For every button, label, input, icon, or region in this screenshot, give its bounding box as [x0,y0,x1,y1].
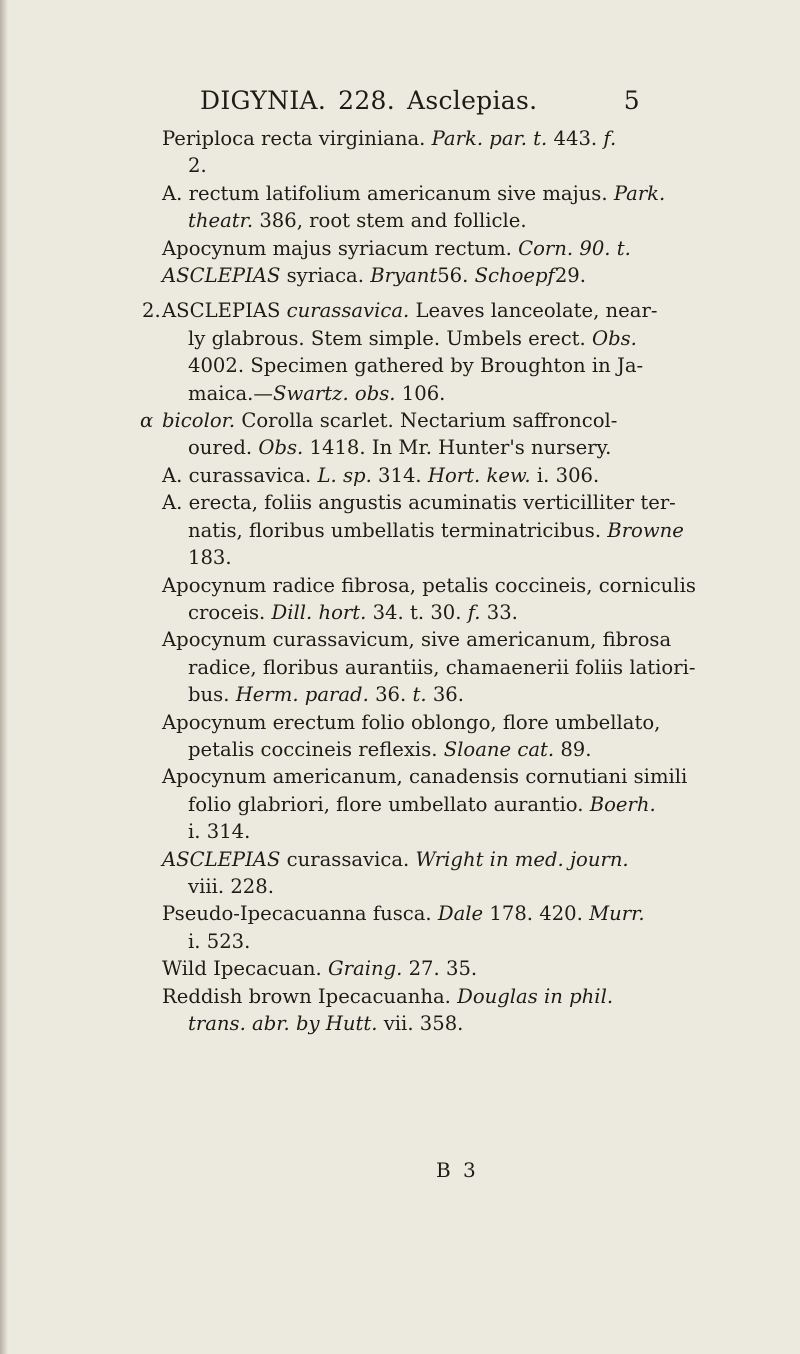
variety-heading: α bicolor. Corolla scarlet. Nectarium saffroncol- [162,407,722,434]
text-line: maica.—Swartz. obs. 106. [188,381,446,405]
text-line: natis, floribus umbellatis terminatricibus. Browne [188,518,684,542]
text-line: folio glabriori, flore umbellato aurantio. Boerh. [188,792,656,816]
text-line: ASCLEPIAS curassavica. Wright in med. journ. [162,847,629,871]
signature-mark: B 3 [436,1158,479,1182]
species-number: 2. [142,299,161,323]
header-class: DIGYNIA. [200,86,327,115]
body-text [140,125,722,1037]
text-line: Wild Ipecacuan. Graing. 27. 35. [162,957,478,981]
variety-mark: α [140,409,154,433]
text-line: theatr. 386, root stem and follicle. [188,209,527,233]
text-line: 4002. Specimen gathered by Broughton in Ja- [188,354,644,378]
text-line: i. 523. [188,929,251,953]
text-line: Apocynum radice fibrosa, petalis coccineis, corniculis [162,573,696,597]
text-line: 2. [188,154,207,178]
text-line: Periploca recta virginiana. Park. par. t. 443. f. [162,127,617,150]
text-line: ly glabrous. Stem simple. Umbels erect. Obs. [188,326,637,350]
text-line: Apocynum americanum, canadensis cornutiani simili [162,765,688,789]
header-genus: Asclepias. [406,86,538,115]
text-line: Reddish brown Ipecacuanha. Douglas in phil. [162,984,614,1008]
text-line: Apocynum curassavicum, sive americanum, fibrosa [162,628,672,652]
page-edge-shadow [0,0,8,1354]
text-line: viii. 228. [188,874,274,898]
text-line: oured. Obs. 1418. In Mr. Hunter's nursery. [188,436,612,460]
text-line: A. erecta, foliis angustis acuminatis verticilliter ter- [162,491,676,515]
text-line: Apocynum majus syriacum rectum. Corn. 90. t. [162,236,631,260]
text-line: bus. Herm. parad. 36. t. 36. [188,683,464,707]
running-header [200,86,640,115]
text-line: trans. abr. by Hutt. vii. 358. [188,1012,464,1035]
page-number: 5 [623,86,640,115]
text-line: A. rectum latifolium americanum sive majus. Park. [162,181,666,205]
header-genus-number: 228. [338,86,395,115]
text-line: A. curassavica. L. sp. 314. Hort. kew. i. 306. [162,463,600,487]
text-line: croceis. Dill. hort. 34. t. 30. f. 33. [188,600,518,624]
text-line: petalis coccineis reflexis. Sloane cat. 89. [188,737,592,761]
text-line: Apocynum erectum folio oblongo, flore umbellato, [162,710,661,734]
text-line: Pseudo-Ipecacuanna fusca. Dale 178. 420. Murr. [162,902,645,926]
species-heading: 2. ASCLEPIAS curassavica. Leaves lanceolate, near- [162,297,722,324]
text-line: 183. [188,546,232,570]
text-line: ASCLEPIAS syriaca. Bryant56. Schoepf29. [162,264,586,288]
text-line: i. 314. [188,820,251,844]
text-line: radice, floribus aurantiis, chamaenerii foliis latiori- [188,655,696,679]
